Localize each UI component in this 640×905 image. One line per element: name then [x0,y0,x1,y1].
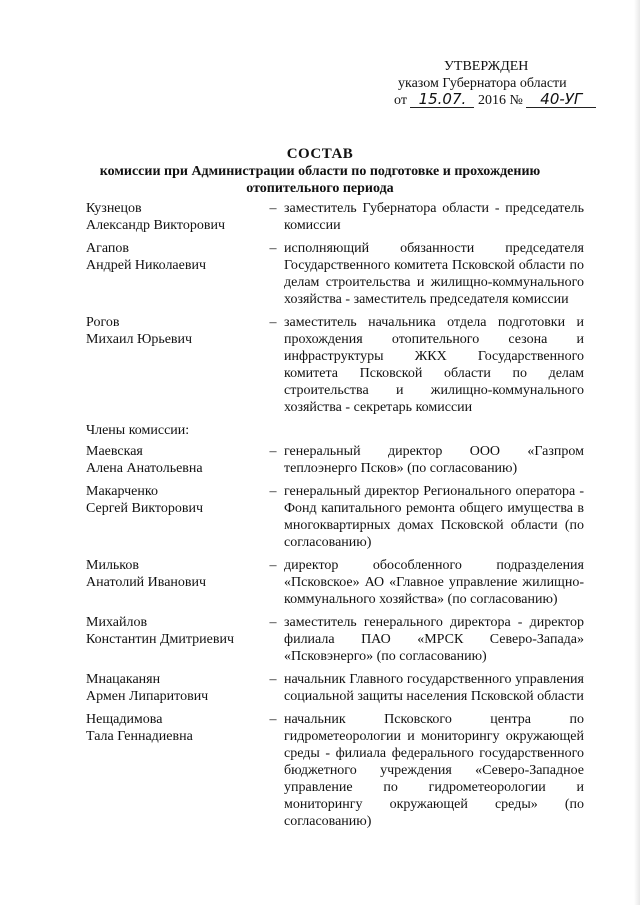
separator-dash: – [269,201,277,216]
separator-dash: – [269,558,277,573]
members-header: Члены комиссии: [86,423,190,438]
person-role: генеральный директор ООО «Газпром теплоэнерго Псков» (по согласованию) [284,444,584,476]
person-role: начальник Главного государственного управления социальной защиты населения Псковской области [284,672,584,704]
person-surname: Мнацаканян [86,672,161,687]
person-role: генеральный директор Регионального оператора - Фонд капитального ремонта общего имущества в многоквартирных домах Псковской области (по согласованию) [284,484,584,550]
person-row [86,483,596,551]
person-row [86,671,596,705]
person-row [86,240,596,308]
person-surname: Маевская [86,444,143,459]
person-name [86,711,262,830]
person-given-names: Анатолий Иванович [86,575,207,590]
person-role: заместитель начальника отдела подготовки и прохождения отопительного сезона и инфраструктуры ЖКХ Государственного комитета Псковской области по делам строительства и жилищно-коммунального хозяйства - секретарь комиссии [284,315,584,415]
person-row [86,711,596,830]
person-given-names: Михаил Юрьевич [86,332,193,347]
person-name [86,200,262,234]
person-surname: Макарченко [86,484,158,499]
approval-date-line [394,92,608,109]
person-role: исполняющий обязанности председателя Государственного комитета Псковской области по делам строительства и жилищно-коммунального хозяйства - заместитель председателя комиссии [284,241,584,307]
person-role: заместитель генерального директора - директор филиала ПАО «МРСК Северо-Запада» «Псковэнерго» (по согласованию) [284,615,584,664]
number-sign: № [509,93,523,108]
approval-authority: указом Губернатора области [398,76,567,91]
document-subtitle-line1: комиссии при Администрации области по подготовке и прохождению [99,164,541,179]
person-row [86,443,596,477]
person-name [86,483,262,551]
person-surname: Нещадимова [86,712,163,727]
scan-edge-shadow [634,0,640,905]
separator-dash: – [269,241,277,256]
separator-dash: – [269,672,277,687]
person-name [86,557,262,608]
person-given-names: Александр Викторович [86,218,226,233]
person-given-names: Константин Дмитриевич [86,632,234,647]
person-row [86,314,596,416]
leadership-list [86,200,596,416]
person-row [86,614,596,665]
members-list [86,443,596,830]
person-given-names: Армен Липаритович [86,689,209,704]
person-surname: Михайлов [86,615,148,630]
person-name [86,443,262,477]
person-role: директор обособленного подразделения «Псковское» АО «Главное управление жилищно-коммунального хозяйства» (по согласованию) [284,558,584,607]
from-label: от [394,93,407,108]
separator-dash: – [269,712,277,727]
approval-title: УТВЕРЖДЕН [444,59,529,74]
person-given-names: Андрей Николаевич [86,258,206,273]
person-row [86,557,596,608]
person-given-names: Сергей Викторович [86,501,204,516]
separator-dash: – [269,484,277,499]
separator-dash: – [269,615,277,630]
person-row [86,200,596,234]
person-role: начальник Псковского центра по гидрометеорологии и мониторингу окружающей среды - филиала федерального государственного бюджетного учреждения «Северо-Западное управление по гидрометеорологии и мониторингу окружающей среды» (по согласованию) [284,712,584,829]
person-surname: Рогов [86,315,120,330]
handwritten-date: 15.07. [410,92,474,108]
separator-dash: – [269,444,277,459]
person-surname: Агапов [86,241,129,256]
person-surname: Кузнецов [86,201,142,216]
separator-dash: – [269,315,277,330]
person-role: заместитель Губернатора области - председатель комиссии [284,201,584,233]
person-name [86,614,262,665]
handwritten-number: 40-УГ [526,92,596,108]
person-given-names: Тала Геннадиевна [86,729,193,744]
person-given-names: Алена Анатольевна [86,461,203,476]
commission-list [86,200,596,836]
document-subtitle-line2: отопительного периода [246,181,394,196]
person-surname: Мильков [86,558,140,573]
person-name [86,314,262,416]
year-text: 2016 [477,93,506,108]
document-title: СОСТАВ [286,146,354,162]
person-name [86,671,262,705]
approval-stamp [394,58,608,109]
person-name [86,240,262,308]
